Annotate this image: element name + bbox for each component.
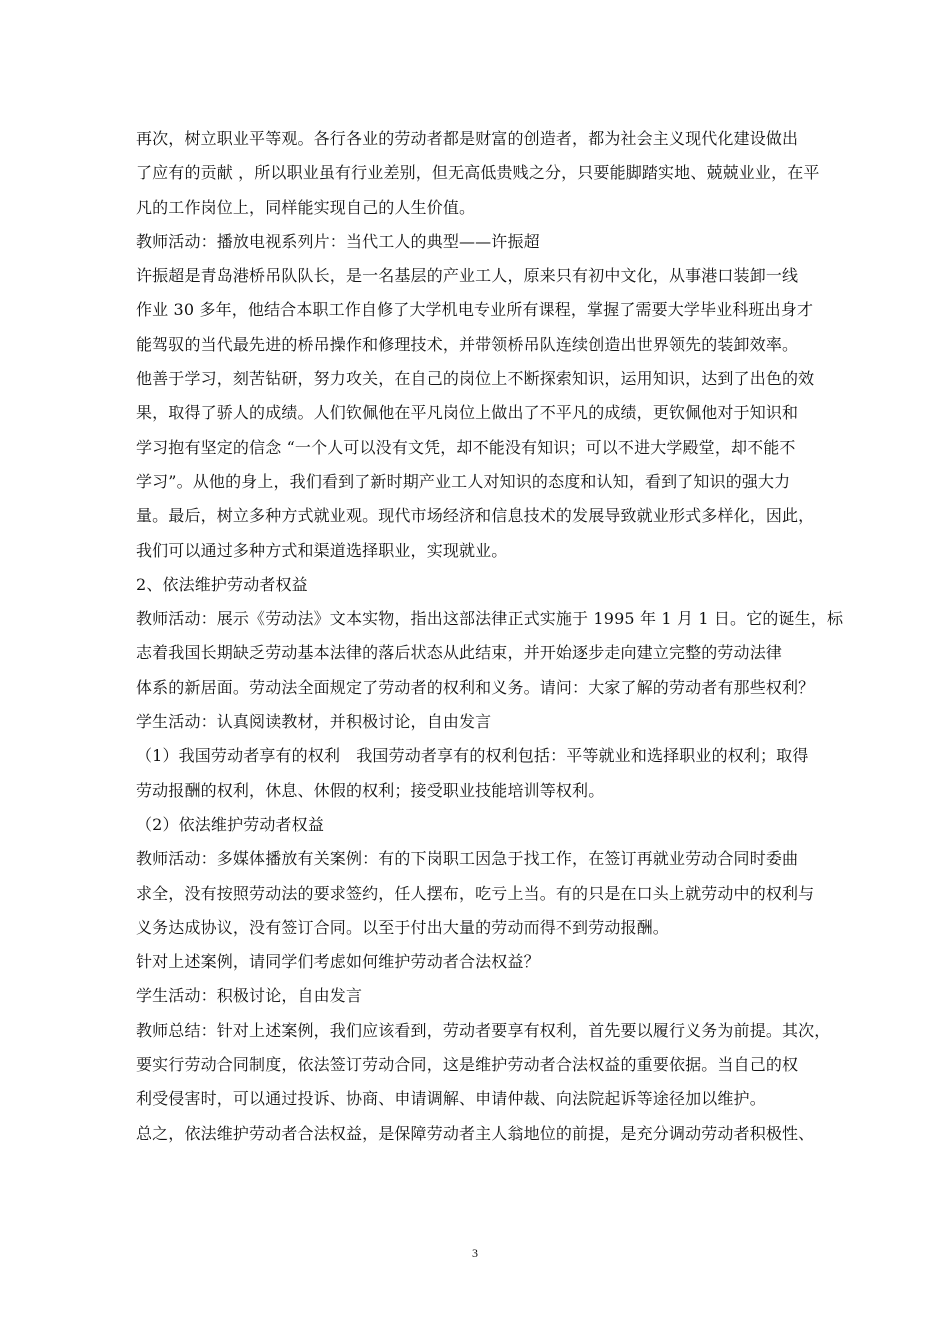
section-heading: 2、依法维护劳动者权益 (136, 574, 308, 594)
text-line: 求全，没有按照劳动法的要求签约，任人摆布，吃亏上当。有的只是在口头上就劳动中的权利与 (136, 883, 815, 903)
text-line: 利受侵害时，可以通过投诉、协商、申请调解、申请仲裁、向法院起诉等途径加以维护。 (136, 1089, 766, 1109)
text-line: 能驾驭的当代最先进的桥吊操作和修理技术，并带领桥吊队连续创造出世界领先的装卸效率。 (136, 334, 799, 354)
text-line: 再次，树立职业平等观。各行各业的劳动者都是财富的创造者，都为社会主义现代化建设做出 (136, 129, 799, 148)
text-line: 志着我国长期缺乏劳动基本法律的落后状态从此结束，并开始逐步走向建立完整的劳动法律 (136, 643, 783, 663)
text-line: 要实行劳动合同制度，依法签订劳动合同，这是维护劳动者合法权益的重要依据。当自己的权 (136, 1055, 799, 1075)
document-body (136, 122, 844, 1151)
text-line: 劳动报酬的权利，休息、休假的权利；接受职业技能培训等权利。 (136, 780, 605, 800)
text-line: 我们可以通过多种方式和渠道选择职业，实现就业。 (136, 540, 508, 560)
text-line: 量。最后，树立多种方式就业观。现代市场经济和信息技术的发展导致就业形式多样化，因此， (136, 506, 815, 526)
text-line: 学生活动：积极讨论，自由发言 (136, 986, 363, 1006)
text-line: 总之，依法维护劳动者合法权益，是保障劳动者主人翁地位的前提，是充分调动劳动者积极性、 (136, 1123, 815, 1143)
text-line: 许振超是青岛港桥吊队队长，是一名基层的产业工人，原来只有初中文化，从事港口装卸一线 (136, 266, 799, 286)
text-line: 学习抱有坚定的信念 “一个人可以没有文凭，却不能没有知识；可以不进大学殿堂，却不能不 (136, 437, 796, 457)
text-line: 他善于学习，刻苦钻研，努力攻关，在自己的岗位上不断探索知识，运用知识，达到了出色的效 (136, 369, 815, 389)
text-line: （1）我国劳动者享有的权利 我国劳动者享有的权利包括：平等就业和选择职业的权利；取得 (136, 746, 809, 766)
text-line: 教师活动：展示《劳动法》文本实物，指出这部法律正式实施于 1995 年 1 月 1 日。它的诞生，标 (136, 609, 844, 629)
text-line: 学习”。从他的身上，我们看到了新时期产业工人对知识的态度和认知，看到了知识的强大力 (136, 471, 791, 491)
text-line: 教师总结：针对上述案例，我们应该看到，劳动者要享有权利，首先要以履行义务为前提。其次， (136, 1020, 831, 1040)
text-line: 针对上述案例，请同学们考虑如何维护劳动者合法权益？ (136, 952, 540, 972)
subsection-heading: （2）依法维护劳动者权益 (136, 814, 324, 834)
text-line: 教师活动：播放电视系列片：当代工人的典型——许振超 (136, 231, 540, 251)
text-line: 教师活动：多媒体播放有关案例：有的下岗职工因急于找工作，在签订再就业劳动合同时委曲 (136, 849, 799, 869)
text-line: 体系的新居面。劳动法全面规定了劳动者的权利和义务。请问：大家了解的劳动者有那些权利？ (136, 677, 815, 697)
page-number: 3 (472, 1246, 478, 1260)
text-line: 作业 30 多年，他结合本职工作自修了大学机电专业所有课程，掌握了需要大学毕业科班出身才 (136, 300, 814, 320)
text-line: 学生活动：认真阅读教材，并积极讨论，自由发言 (136, 712, 492, 732)
text-line: 了应有的贡献 ，所以职业虽有行业差别，但无高低贵贱之分，只要能脚踏实地、兢兢业业，在平 (136, 163, 820, 183)
text-line: 果，取得了骄人的成绩。人们钦佩他在平凡岗位上做出了不平凡的成绩，更钦佩他对于知识和 (136, 403, 799, 423)
text-line: 义务达成协议，没有签订合同。以至于付出大量的劳动而得不到劳动报酬。 (136, 917, 669, 937)
text-line: 凡的工作岗位上，同样能实现自己的人生价值。 (136, 197, 476, 217)
